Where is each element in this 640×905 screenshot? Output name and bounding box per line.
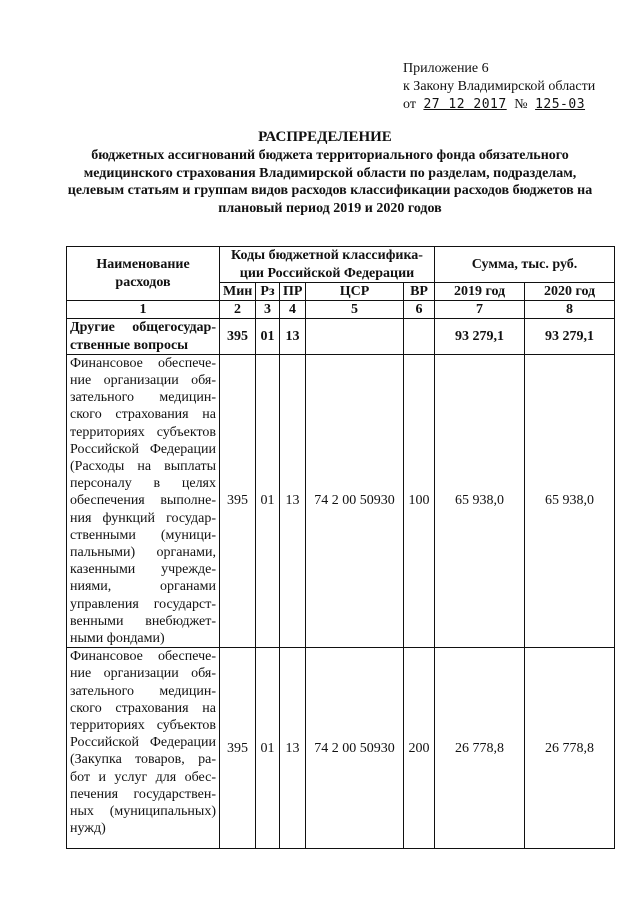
budget-table (66, 246, 615, 849)
table-row (67, 648, 615, 849)
from-label: от (403, 97, 416, 112)
document-subtitle: бюджетных ассигнований бюджета территориального фонда обязательного медицинского страхования Владимирской области по разделам, подразделам, целевым статьям и группам видов расходов классификации расходов бюджетов на плановый период 2019 и 2020 годов (67, 148, 593, 216)
table-row (67, 319, 615, 354)
header-name: Наименование расходов (67, 247, 220, 301)
law-date: 27 12 2017 (423, 97, 507, 112)
table-row (67, 354, 615, 647)
row-2020: 93 279,1 (525, 319, 615, 354)
header-csr: ЦСР (306, 283, 404, 301)
col-number: 8 (525, 301, 615, 319)
document-title: РАСПРЕДЕЛЕНИЕ (258, 129, 392, 145)
row-rz: 01 (256, 648, 280, 849)
row-pr: 13 (280, 319, 306, 354)
row-name: Другие общегосудар-ственные вопросы (67, 319, 220, 354)
appendix-line1: Приложение 6 (403, 61, 489, 76)
header-2020: 2020 год (525, 283, 615, 301)
row-2019: 26 778,8 (435, 648, 525, 849)
header-pr: ПР (280, 283, 306, 301)
row-vr (404, 319, 435, 354)
row-min: 395 (220, 354, 256, 647)
col-number: 5 (306, 301, 404, 319)
row-2020: 26 778,8 (525, 648, 615, 849)
col-number: 6 (404, 301, 435, 319)
row-pr: 13 (280, 648, 306, 849)
row-pr: 13 (280, 354, 306, 647)
row-csr: 74 2 00 50930 (306, 648, 404, 849)
law-number: 125-03 (535, 97, 586, 112)
header-vr: ВР (404, 283, 435, 301)
row-2019: 65 938,0 (435, 354, 525, 647)
header-row (67, 247, 615, 283)
header-2019: 2019 год (435, 283, 525, 301)
appendix-block (403, 60, 595, 114)
row-name: Финансовое обеспече-ние организации обя-зательного медицин-ского страхования на территориях субъектов Российской Федерации (Расходы на выплаты персоналу в целях обеспечения выполне-ния функций государ-ственными (муници-пальными) органами, казенными учрежде-ниями, органами управления государст-венными внебюджет-ными фондами) (67, 354, 220, 647)
row-2020: 65 938,0 (525, 354, 615, 647)
appendix-line2: к Закону Владимирской области (403, 79, 596, 94)
col-number: 4 (280, 301, 306, 319)
header-sum: Сумма, тыс. руб. (435, 247, 615, 283)
row-csr: 74 2 00 50930 (306, 354, 404, 647)
col-number: 2 (220, 301, 256, 319)
row-vr: 100 (404, 354, 435, 647)
row-name: Финансовое обеспече-ние организации обя-зательного медицин-ского страхования на территориях субъектов Российской Федерации (Закупка товаров, ра-бот и услуг для обес-печения государствен-ных (муниципальных) нужд) (67, 648, 220, 849)
number-label: № (514, 97, 528, 112)
header-codes: Коды бюджетной классифика-ции Российской Федерации (220, 247, 435, 283)
row-rz: 01 (256, 319, 280, 354)
appendix-line3 (403, 96, 595, 114)
col-number: 1 (67, 301, 220, 319)
row-min: 395 (220, 648, 256, 849)
row-vr: 200 (404, 648, 435, 849)
row-csr (306, 319, 404, 354)
header-rz: Рз (256, 283, 280, 301)
col-number: 3 (256, 301, 280, 319)
row-min: 395 (220, 319, 256, 354)
column-number-row (67, 301, 615, 319)
col-number: 7 (435, 301, 525, 319)
row-rz: 01 (256, 354, 280, 647)
header-min: Мин (220, 283, 256, 301)
row-2019: 93 279,1 (435, 319, 525, 354)
